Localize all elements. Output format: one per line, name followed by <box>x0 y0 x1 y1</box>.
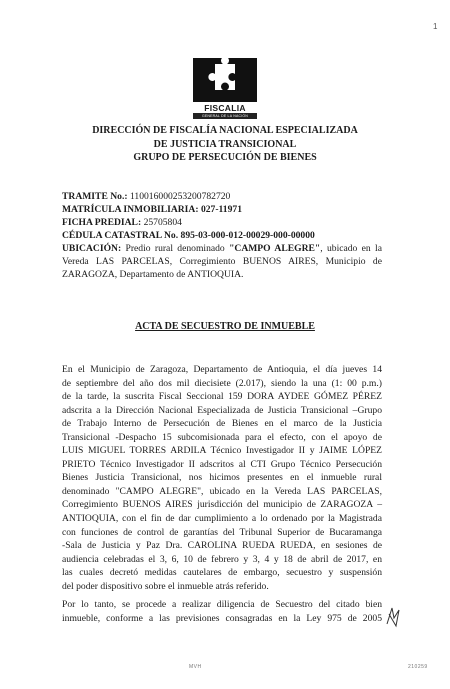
body-line: ANTIOQUIA, con el fin de dar cumplimiento a lo ordenado por la Magistrada <box>62 513 382 525</box>
body-line: denominado "CAMPO ALEGRE", ubicado en la Vereda LAS PARCELAS, <box>62 485 382 497</box>
body-line: PRIETO Técnico Investigador II adscritos al CTI Grupo Técnico Persecución <box>62 458 382 470</box>
heading-line-2: DE JUSTICIA TRANSICIONAL <box>153 138 297 150</box>
brand-subtitle: GENERAL DE LA NACIÓN <box>193 113 257 119</box>
body-line: LUIS MIGUEL TORRES ARDILA Técnico Investigador II y JAIME LÓPEZ <box>62 445 382 457</box>
body-line: de la tarde, la suscrita Fiscal Seccional 159 DORA AYDEE GÓMEZ PÉREZ <box>62 391 382 403</box>
body-line: En el Municipio de Zaragoza, Departamento de Antioquia, el día jueves 14 <box>62 364 382 375</box>
body-paragraph <box>62 363 382 593</box>
ubicacion-label: UBICACIÓN: <box>62 243 122 254</box>
heading-line-1: DIRECCIÓN DE FISCALÍA NACIONAL ESPECIALIZADA <box>92 125 358 136</box>
ficha-label: FICHA PREDIAL: <box>62 217 142 228</box>
body-line: las cuales decretó medidas cautelares de embargo, secuestro y suspensión <box>62 567 382 579</box>
body-line: de Trabajo Interno de Persecución de Bienes en el marco de la Justicia <box>62 418 382 430</box>
closing-paragraph <box>62 598 382 626</box>
footer-initials: MVH <box>189 664 202 670</box>
matricula-value: 027-11971 <box>200 204 242 215</box>
tramite-value: 110016000253200782720 <box>129 191 231 202</box>
ubicacion-pre: Predio rural denominado <box>125 243 225 254</box>
ubicacion-row <box>62 242 382 281</box>
heading-line-3: GRUPO DE PERSECUCIÓN DE BIENES <box>133 152 317 163</box>
page-number: 1 <box>433 22 438 31</box>
body-line: adscrita a la Dirección Nacional Especializada de Justicia Transicional –Grupo <box>62 404 382 416</box>
document-heading <box>40 124 410 165</box>
ubicacion-post: , ubicado en la Vereda LAS PARCELAS, Corregimiento BUENOS AIRES, Municipio de ZARAGOZA, Departamento de ANTIOQUIA. <box>62 243 382 280</box>
footer-code: 210259 <box>408 664 428 670</box>
body-line: con funciones de control de garantías del Tribunal Superior de Bucaramanga <box>62 526 382 538</box>
cedula-value: 895-03-000-012-00029-000-00000 <box>180 230 315 241</box>
closing-line: Por lo tanto, se procede a realizar diligencia de Secuestro del citado bien <box>62 599 382 610</box>
case-metadata <box>62 190 382 281</box>
tramite-row <box>62 190 382 203</box>
body-line: de septiembre del año dos mil diecisiete (2.017), siendo la una (1: 00 p.m.) <box>62 377 382 389</box>
ficha-value: 25705804 <box>143 217 182 228</box>
matricula-row <box>62 203 382 216</box>
body-line: audiencia celebradas el 3, 6, 10 de febrero y 3, 4 y 18 de abril de 2017, en <box>62 553 382 565</box>
ubicacion-name: "CAMPO ALEGRE" <box>229 243 321 254</box>
body-line: -Sala de Justicia y Paz Dra. CAROLINA RUEDA RUEDA, en sesiones de <box>62 540 382 552</box>
matricula-label: MATRÍCULA INMOBILIARIA: <box>62 204 199 215</box>
body-line: del poder dispositivo sobre el inmueble atrás referido. <box>62 580 269 592</box>
tramite-label: TRAMITE No.: <box>62 191 128 202</box>
ficha-row <box>62 216 382 229</box>
brand-name: FISCALIA <box>204 103 246 113</box>
body-line: Corregimiento BUENOS AIRES jurisdicción del municipio de ZARAGOZA – <box>62 499 382 511</box>
cedula-label: CÉDULA CATASTRAL No. <box>62 230 179 241</box>
closing-line: inmueble, conforme a las previsiones consagradas en la Ley 975 de 2005 <box>62 613 382 624</box>
document-title: ACTA DE SECUESTRO DE INMUEBLE <box>135 321 315 332</box>
body-line: Bienes Justicia Transicional, nos hicimos presentes en el inmueble rural <box>62 472 382 484</box>
cedula-row <box>62 229 382 242</box>
body-line: Transicional -Despacho 15 subcomisionada para el efecto, con el apoyo de <box>62 431 382 443</box>
handwritten-mark-icon <box>384 604 402 628</box>
